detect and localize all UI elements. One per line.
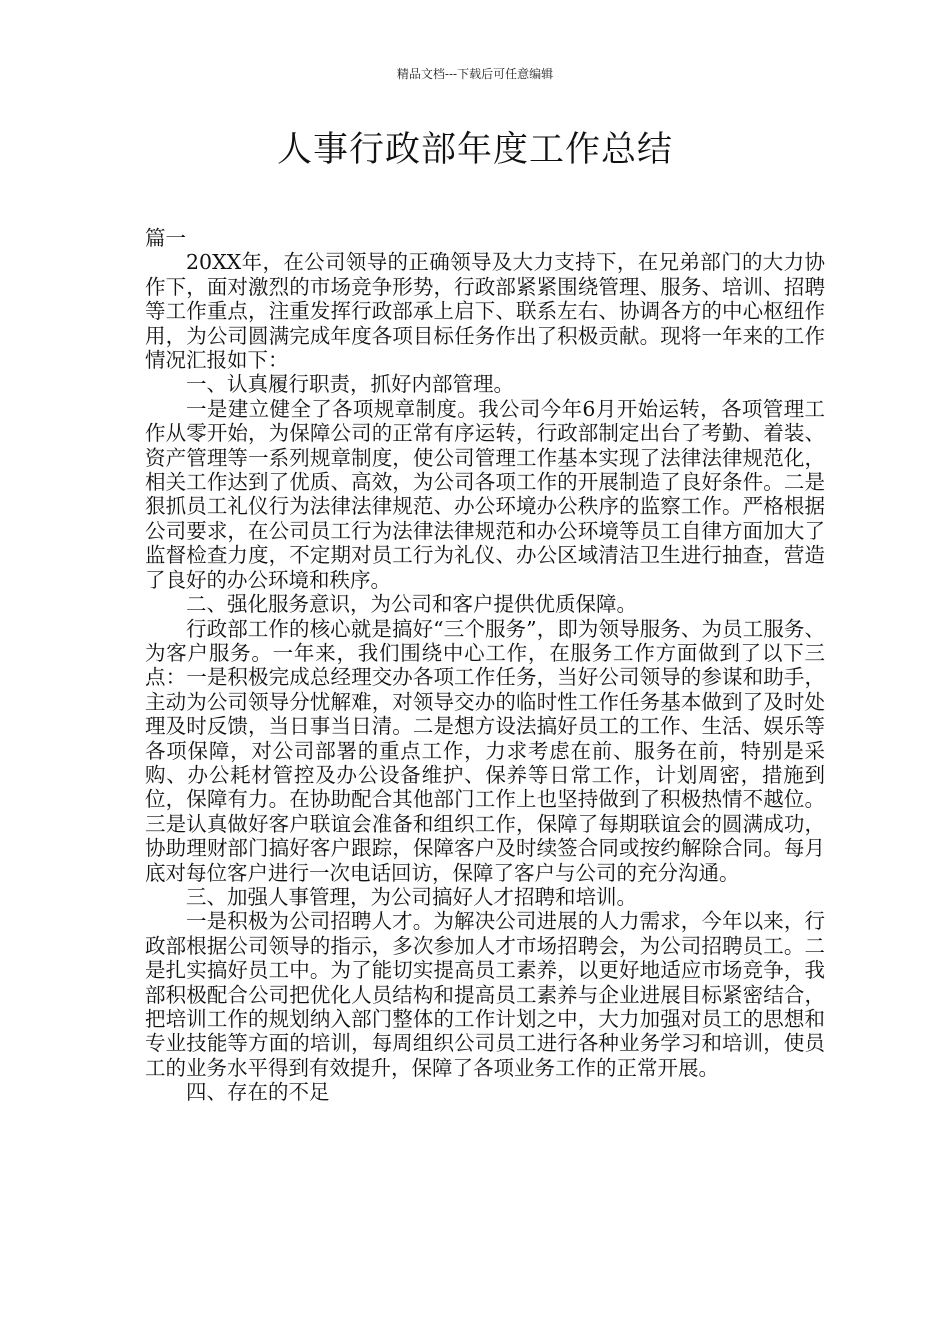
- paragraph-section-1: 一是建立健全了各项规章制度。我公司今年6月开始运转，各项管理工作从零开始，为保障公司的正常有序运转，行政部制定出台了考勤、着装、资产管理等一系列规章制度，使公司管理工作基本实现了法律法律规范化，相关工作达到了优质、高效，为公司各项工作的开展制造了良好条件。二是狠抓员工礼仪行为法律法律规范、办公环境办公秩序的监察工作。严格根据公司要求，在公司员工行为法律法律规范和办公环境等员工自律方面加大了监督检查力度，不定期对员工行为礼仪、办公区域清洁卫生进行抽查，营造了良好的办公环境和秩序。: [145, 396, 825, 592]
- section-heading-2: 二、强化服务意识，为公司和客户提供优质保障。: [186, 592, 637, 617]
- header-note: 精品文档---下载后可任意编辑: [396, 67, 554, 81]
- paragraph-section-2: 行政部工作的核心就是搞好“三个服务”，即为领导服务、为员工服务、为客户服务。一年来，我们围绕中心工作，在服务工作方面做到了以下三点：一是积极完成总经理交办各项工作任务，当好公司领导的参谋和助手，主动为公司领导分忧解难，对领导交办的临时性工作任务基本做到了及时处理及时反馈，当日事当日清。二是想方设法搞好员工的工作、生活、娱乐等各项保障，对公司部署的重点工作，力求考虑在前、服务在前，特别是采购、办公耗材管控及办公设备维护、保养等日常工作，计划周密，措施到位，保障有力。在协助配合其他部门工作上也坚持做到了积极热情不越位。三是认真做好客户联谊会准备和组织工作，保障了每期联谊会的圆满成功，协助理财部门搞好客户跟踪，保障客户及时续签合同或按约解除合同。每月底对每位客户进行一次电话回访，保障了客户与公司的充分沟通。: [145, 616, 825, 885]
- intro-paragraph: 20XX年，在公司领导的正确领导及大力支持下，在兄弟部门的大力协作下，面对激烈的市场竞争形势，行政部紧紧围绕管理、服务、培训、招聘等工作重点，注重发挥行政部承上启下、联系左右、协调各方的中心枢纽作用，为公司圆满完成年度各项目标任务作出了积极贡献。现将一年来的工作情况汇报如下：: [145, 250, 825, 373]
- section-heading-3: 三、加强人事管理，为公司搞好人才招聘和培训。: [186, 884, 637, 909]
- document-body: [145, 226, 825, 1105]
- section-heading-4: 四、存在的不足: [186, 1080, 330, 1105]
- paragraph-section-3: 一是积极为公司招聘人才。为解决公司进展的人力需求，今年以来，行政部根据公司领导的指示，多次参加人才市场招聘会，为公司招聘员工。二是扎实搞好员工中。为了能切实提高员工素养，以更好地适应市场竞争，我部积极配合公司把优化人员结构和提高员工素养与企业进展目标紧密结合，把培训工作的规划纳入部门整体的工作计划之中，大力加强对员工的思想和专业技能等方面的培训，每周组织公司员工进行各种业务学习和培训，使员工的业务水平得到有效提升，保障了各项业务工作的正常开展。: [145, 909, 825, 1080]
- document-title: 人事行政部年度工作总结: [276, 130, 673, 170]
- section-heading-1: 一、认真履行职责，抓好内部管理。: [186, 372, 514, 397]
- section-label: 篇一: [145, 226, 186, 250]
